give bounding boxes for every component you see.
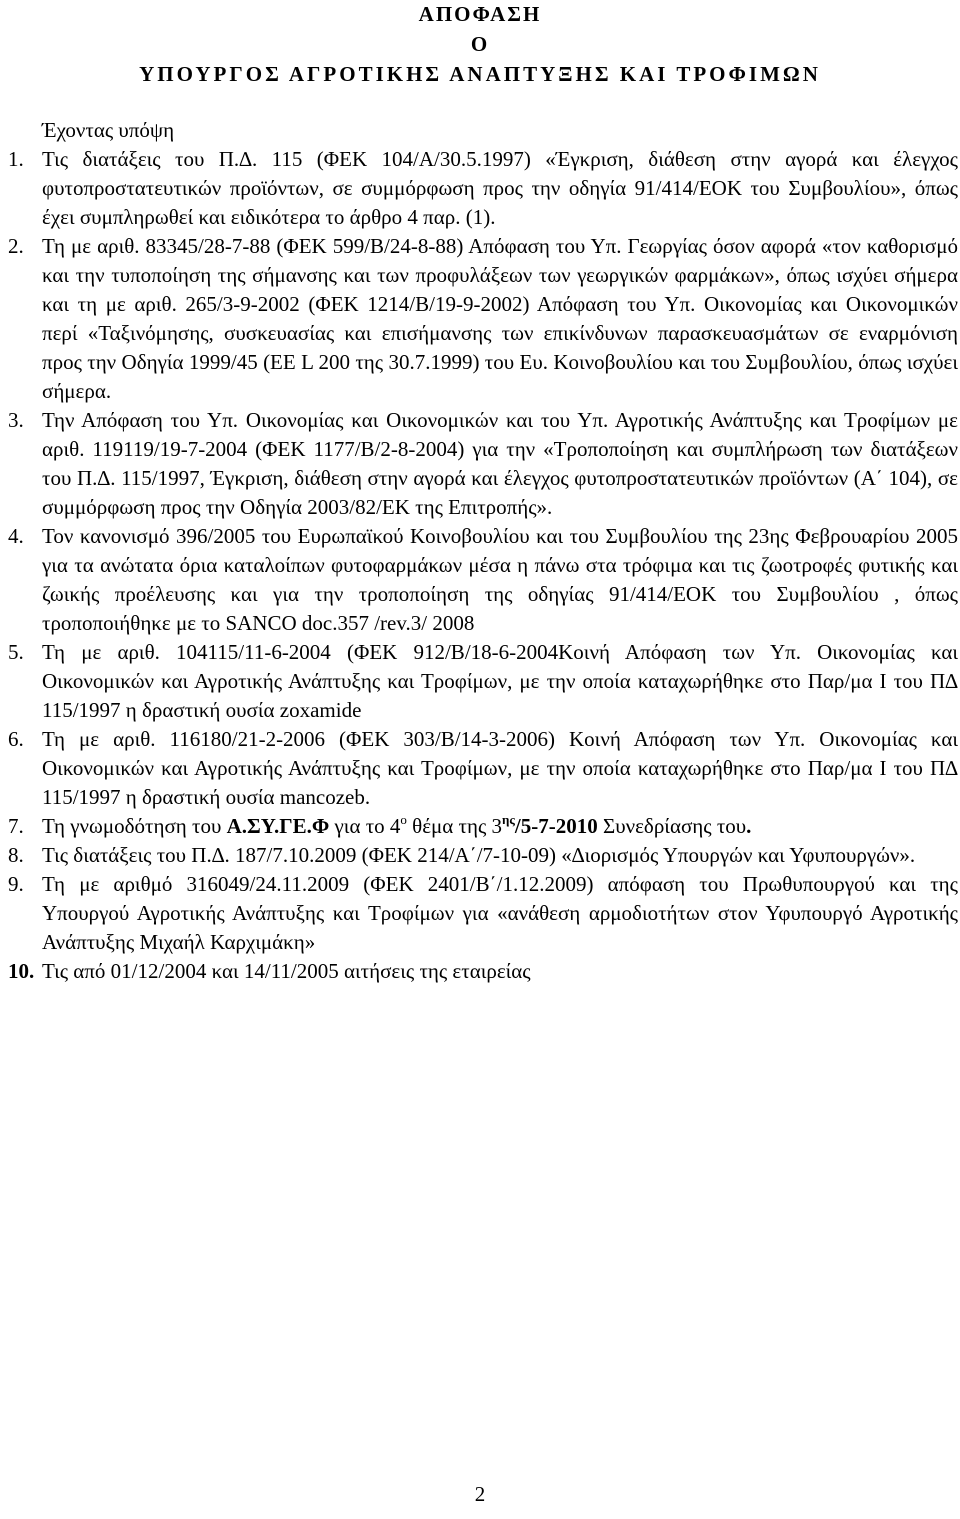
council-abbreviation: Α.ΣΥ.ΓΕ.Φ xyxy=(226,814,330,838)
list-item-8 xyxy=(8,841,958,870)
list-item-10 xyxy=(8,957,958,986)
list-item-7 xyxy=(8,812,958,841)
list-item-number: 9. xyxy=(8,872,24,896)
list-item-text: Την Απόφαση του Υπ. Οικονομίας και Οικονομικών και του Υπ. Αγροτικής Ανάπτυξης και Τροφίμων με αριθ. 119119/19-7-2004 (ΦΕΚ 1177/Β/2-8-2004) για την «Τροποποίηση και συμπλήρωση των διατάξεων του Π.∆. 115/1997, Έγκριση, διάθεση στην αγορά και έλεγχος φυτοπροστατευτικών προϊόντων (Α΄ 104), σε συμμόρφωση προς την Οδηγία 2003/82/ΕΚ της Επιτροπής». xyxy=(42,408,958,519)
text-fragment: Συνεδρίασης του xyxy=(597,814,747,838)
list-item-text: Τη με αριθ. 104115/11-6-2004 (ΦΕΚ 912/Β/18-6-2004Κοινή Απόφαση των Υπ. Οικονομίας και Οικονομικών και Αγροτικής Ανάπτυξης και Τροφίμων, με την οποία καταχωρήθηκε στο Παρ/μα Ι του Π∆ 115/1997 η δραστική ουσία zoxamide xyxy=(42,640,958,722)
list-item-number: 10. xyxy=(8,959,35,983)
list-item-number: 3. xyxy=(8,408,24,432)
list-item-number: 1. xyxy=(8,147,24,171)
list-item-text: Τη με αριθ. 83345/28-7-88 (ΦΕΚ 599/Β/24-8-88) Απόφαση του Υπ. Γεωργίας όσον αφορά «τον καθορισμό και την τυποποίηση της σήμανσης και των προφυλάξεων των γεωργικών φαρμάκων», όπως ισχύει σήμερα και τη με αριθ. 265/3-9-2002 (ΦΕΚ 1214/Β/19-9-2002) Απόφαση του Υπ. Οικονομίας και Οικονομικών περί «Ταξινόμησης, συσκευασίας και επισήμανσης των επικίνδυνων παρασκευασμάτων σε εναρμόνιση προς την Οδηγία 1999/45 (ΕΕ L 200 της 30.7.1999) του Ευ. Κοινοβουλίου και του Συμβουλίου, όπως ισχύει σήμερα. xyxy=(42,234,958,403)
list-item-text: Τη με αριθμό 316049/24.11.2009 (ΦΕΚ 2401/Β΄/1.12.2009) απόφαση του Πρωθυπουργού και της Υπουργού Αγροτικής Ανάπτυξης και Τροφίμων για «ανάθεση αρμοδιοτήτων στον Υφυπουργό Αγροτικής Ανάπτυξης Μιχαήλ Καρχιμάκη» xyxy=(42,872,958,954)
list-item-9 xyxy=(8,870,958,957)
list-item-number: 4. xyxy=(8,524,24,548)
list-item-number: 7. xyxy=(8,814,24,838)
list-item-2 xyxy=(8,232,958,406)
list-item-number: 8. xyxy=(8,843,24,867)
list-item-text: Τις διατάξεις του Π.∆. 187/7.10.2009 (ΦΕΚ 214/Α΄/7-10-09) «∆ιορισμός Υπουργών και Υφυπουργών». xyxy=(42,843,916,867)
ordinal-superscript: ο xyxy=(400,812,407,827)
list-item-4 xyxy=(8,522,958,638)
considerations-list xyxy=(8,145,958,986)
list-item-6 xyxy=(8,725,958,812)
list-item-text: Τη με αριθ. 116180/21-2-2006 (ΦΕΚ 303/Β/14-3-2006) Κοινή Απόφαση των Υπ. Οικονομίας και Οικονομικών και Αγροτικής Ανάπτυξης και Τροφίμων, με την οποία καταχωρήθηκε στο Παρ/μα Ι του Π∆ 115/1997 η δραστική ουσία mancozeb. xyxy=(42,727,958,809)
text-fragment: Τη γνωμοδότηση του xyxy=(42,814,227,838)
ministry-title: ΥΠΟΥΡΓΟΣ ΑΓΡΟΤΙΚΗΣ ΑΝΑΠΤΥΞΗΣ ΚΑΙ ΤΡΟΦΙΜΩΝ xyxy=(139,62,821,86)
decision-subject-letter: Ο xyxy=(470,32,490,56)
considering-heading: Έχοντας υπόψη xyxy=(42,118,175,142)
list-item-text: Τον κανονισμό 396/2005 του Ευρωπαϊκού Κοινοβουλίου και του Συμβουλίου της 23ης Φεβρουαρίου 2005 για τα ανώτατα όρια καταλοίπων φυτοφαρμάκων μέσα η πάνω στα τρόφιμα και τις ζωοτροφές φυτικής και ζωικής προέλευσης και για την τροποποίηση της οδηγίας 91/414/ΕΟΚ του Συμβουλίου , όπως τροποποιήθηκε με το SANCO doc.357 /rev.3/ 2008 xyxy=(42,524,958,635)
list-item-number: 6. xyxy=(8,727,24,751)
list-item-text: Τις από 01/12/2004 και 14/11/2005 αιτήσεις της εταιρείας xyxy=(42,959,531,983)
page-number: 2 xyxy=(474,1482,486,1506)
list-item-3 xyxy=(8,406,958,522)
list-item-number: 5. xyxy=(8,640,24,664)
list-item-text xyxy=(42,812,958,841)
text-fragment: . xyxy=(746,814,752,838)
text-fragment: για το 4 xyxy=(329,814,401,838)
ordinal-superscript: ης xyxy=(502,812,515,827)
list-item-number: 2. xyxy=(8,234,24,258)
list-item-5 xyxy=(8,638,958,725)
decision-title: ΑΠΟΦΑΣΗ xyxy=(418,2,542,26)
session-date: /5-7-2010 xyxy=(514,814,598,838)
text-fragment: θέμα της 3 xyxy=(406,814,503,838)
list-item-1 xyxy=(8,145,958,232)
list-item-text: Τις διατάξεις του Π.∆. 115 (ΦΕΚ 104/Α/30.5.1997) «Έγκριση, διάθεση στην αγορά και έλεγχος φυτοπροστατευτικών προϊόντων, σε συμμόρφωση προς την οδηγία 91/414/ΕΟΚ του Συμβουλίου», όπως έχει συμπληρωθεί και ειδικότερα το άρθρο 4 παρ. (1). xyxy=(42,147,958,229)
